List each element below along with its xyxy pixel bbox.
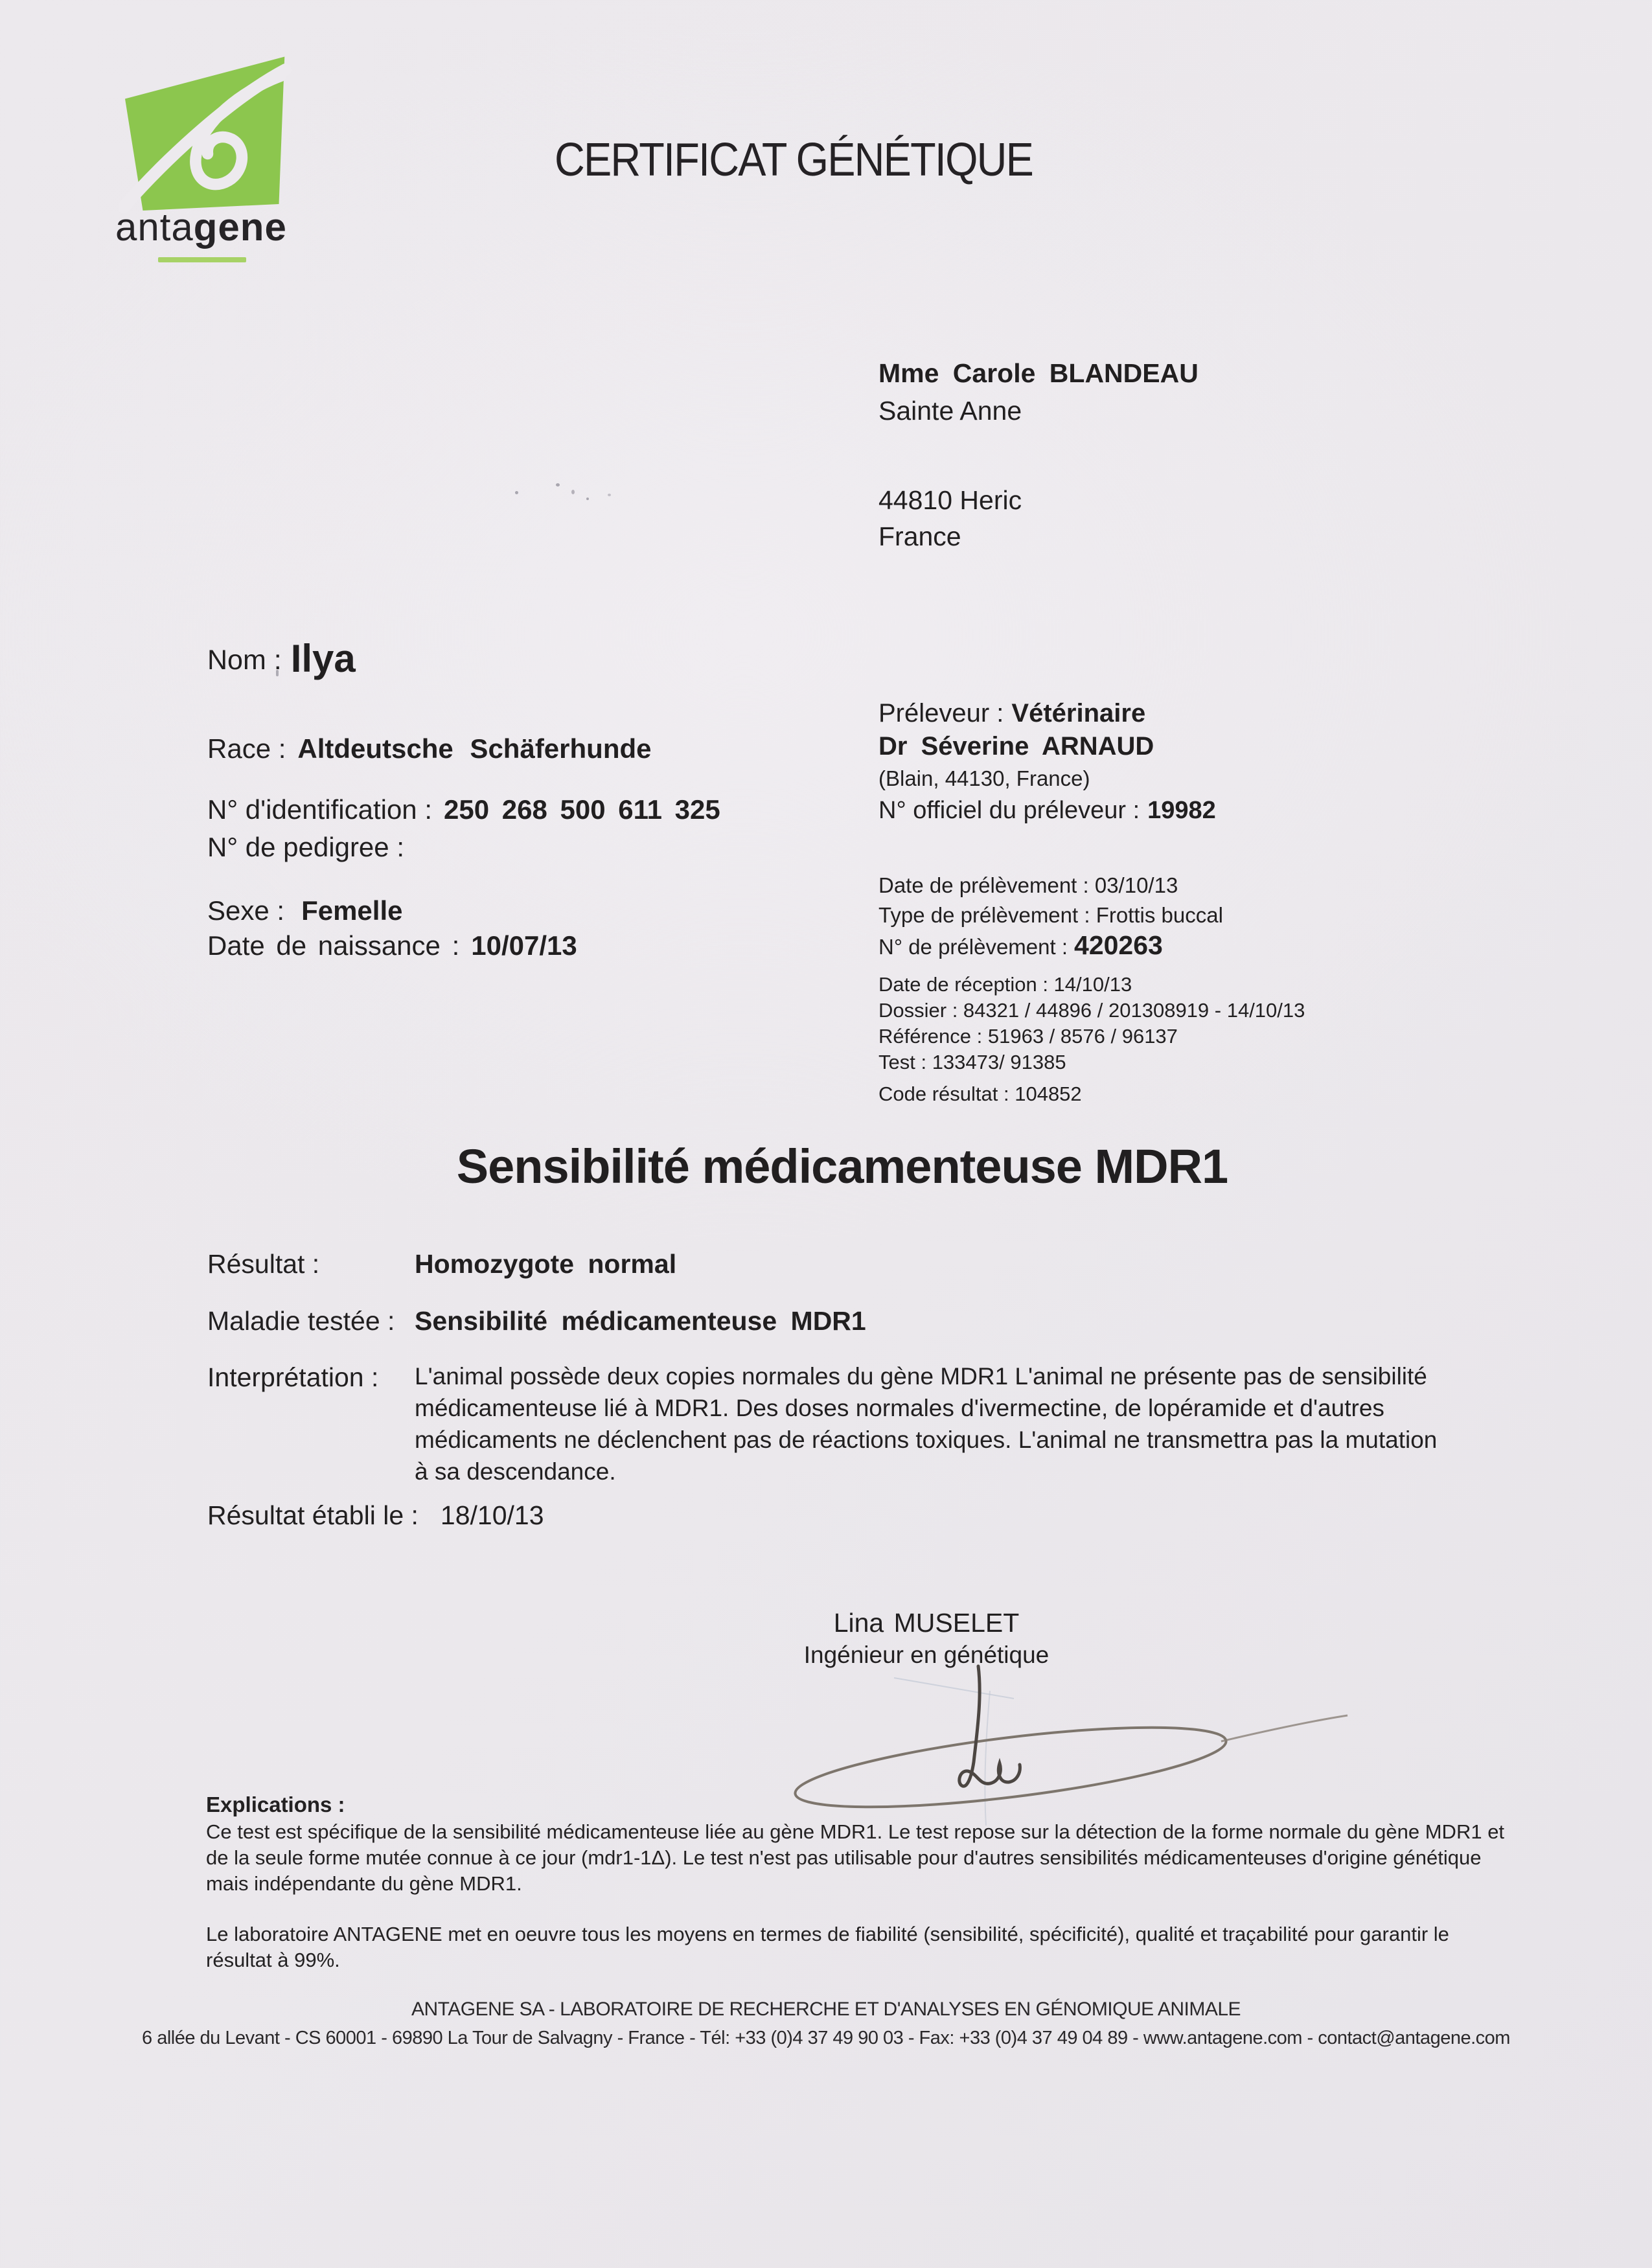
animal-sex-value: Femelle (301, 895, 403, 926)
footer-contact-line: 6 allée du Levant - CS 60001 - 69890 La Tour de Salvagny - France - Tél: +33 (0)4 37 49 90 03 - Fax: +33 (0)4 37 49 04 89 - www.antagene.com - contact@antagene.com (142, 2028, 1510, 2048)
animal-birth-value: 10/07/13 (471, 930, 577, 961)
sampler-official-no-label: N° officiel du préleveur : (878, 797, 1140, 824)
interpretation-line: L'animal possède deux copies normales du gène MDR1 L'animal ne présente pas de sensibilité (415, 1363, 1427, 1390)
sampler-label: Préleveur : (878, 699, 1004, 727)
sampler-value: Vétérinaire (1011, 699, 1146, 727)
interpretation-line: médicaments ne déclenchent pas de réactions toxiques. L'animal ne transmettra pas la mutation (415, 1426, 1438, 1453)
result-label: Résultat : (207, 1249, 320, 1279)
scan-speckle (515, 491, 518, 494)
disease-label: Maladie testée : (207, 1306, 395, 1336)
brand-underline (158, 257, 246, 262)
sampling-number-value: 420263 (1074, 930, 1163, 960)
footer-company-line: ANTAGENE SA - LABORATOIRE DE RECHERCHE ET D'ANALYSES EN GÉNOMIQUE ANIMALE (411, 1999, 1241, 2020)
explanations-line: résultat à 99%. (206, 1949, 340, 1971)
animal-id-row (207, 794, 720, 825)
animal-birth-label: Date de naissance : (207, 930, 460, 961)
recipient-address-block (878, 355, 1199, 555)
brand-wordmark (115, 205, 287, 249)
animal-name-label: Nom : (207, 645, 282, 676)
result-established-label: Résultat établi le : (207, 1500, 419, 1530)
animal-name-row (207, 634, 356, 678)
reception-date: Date de réception : 14/10/13 (878, 973, 1132, 996)
antagene-logo-icon (119, 52, 297, 214)
reception-reference: Référence : 51963 / 8576 / 96137 (878, 1025, 1178, 1048)
explanations-block (206, 1792, 1504, 1973)
result-established-row (207, 1500, 544, 1531)
interpretation-label: Interprétation : (207, 1362, 379, 1392)
animal-sex-row (207, 895, 403, 926)
scan-speckle (556, 483, 560, 487)
scan-speckle (571, 490, 575, 494)
explanations-line: de la seule forme mutée connue à ce jour (mdr1-1Δ). Le test n'est pas utilisable pour d'autres sensibilités médicamenteuses d'origine génétique (206, 1846, 1482, 1869)
scan-speckle (586, 498, 589, 500)
sampler-row (878, 697, 1216, 730)
reception-result-code: Code résultat : 104852 (878, 1082, 1082, 1105)
animal-id-value: 250 268 500 611 325 (444, 794, 720, 825)
interpretation-line: médicamenteuse lié à MDR1. Des doses normales d'ivermectine, de lopéramide et d'autres (415, 1395, 1384, 1421)
sampling-number-row (878, 930, 1223, 962)
sampler-official-no-value: 19982 (1147, 797, 1216, 824)
brand-gene: gene (193, 205, 287, 249)
disease-value: Sensibilité médicamenteuse MDR1 (415, 1306, 866, 1336)
animal-id-label: N° d'identification : (207, 794, 432, 825)
sampling-block (878, 871, 1223, 962)
animal-race-value: Altdeutsche Schäferhunde (297, 733, 652, 764)
brand-anta: anta (115, 205, 194, 249)
recipient-name: Mme Carole BLANDEAU (878, 358, 1199, 388)
recipient-address-line: Sainte Anne (878, 396, 1022, 426)
animal-birth-row (207, 930, 577, 961)
sampler-block (878, 697, 1216, 827)
document-title: CERTIFICAT GÉNÉTIQUE (555, 134, 1033, 186)
animal-race-row (207, 733, 652, 764)
scan-speckle (608, 494, 611, 496)
animal-pedigree-label: N° de pedigree : (207, 832, 404, 862)
sampling-number-label: N° de prélèvement : (878, 935, 1068, 959)
sampling-type: Type de prélèvement : Frottis buccal (878, 903, 1223, 927)
animal-race-label: Race : (207, 733, 286, 764)
animal-pedigree-row (207, 832, 404, 863)
recipient-postal-city: 44810 Heric (878, 485, 1022, 515)
sampler-name: Dr Séverine ARNAUD (878, 732, 1154, 761)
sampling-date: Date de prélèvement : 03/10/13 (878, 873, 1178, 897)
explanations-line: mais indépendante du gène MDR1. (206, 1872, 522, 1895)
explanations-line: Le laboratoire ANTAGENE met en oeuvre tous les moyens en termes de fiabilité (sensibilité, spécificité), qualité et traçabilité pour garantir le (206, 1923, 1449, 1945)
reception-test: Test : 133473/ 91385 (878, 1051, 1066, 1073)
reception-dossier: Dossier : 84321 / 44896 / 201308919 - 14/10/13 (878, 999, 1305, 1022)
interpretation-text (415, 1360, 1437, 1487)
reception-block (878, 972, 1305, 1107)
animal-sex-label: Sexe : (207, 895, 285, 926)
sampler-official-no-row (878, 794, 1216, 827)
signer-role: Ingénieur en génétique (803, 1642, 1050, 1668)
animal-name-value: Ilya (290, 637, 356, 680)
explanations-heading: Explications : (206, 1793, 345, 1816)
interpretation-line: à sa descendance. (415, 1458, 616, 1485)
explanations-line: Ce test est spécifique de la sensibilité médicamenteuse liée au gène MDR1. Le test repose sur la détection de la forme normale du gène MDR1 et (206, 1820, 1505, 1843)
result-established-value: 18/10/13 (440, 1500, 544, 1530)
test-title: Sensibilité médicamenteuse MDR1 (456, 1140, 1228, 1193)
sampler-location: (Blain, 44130, France) (878, 766, 1090, 790)
signer-name: Lina MUSELET (833, 1608, 1020, 1638)
result-value: Homozygote normal (415, 1249, 677, 1279)
recipient-country: France (878, 521, 961, 551)
